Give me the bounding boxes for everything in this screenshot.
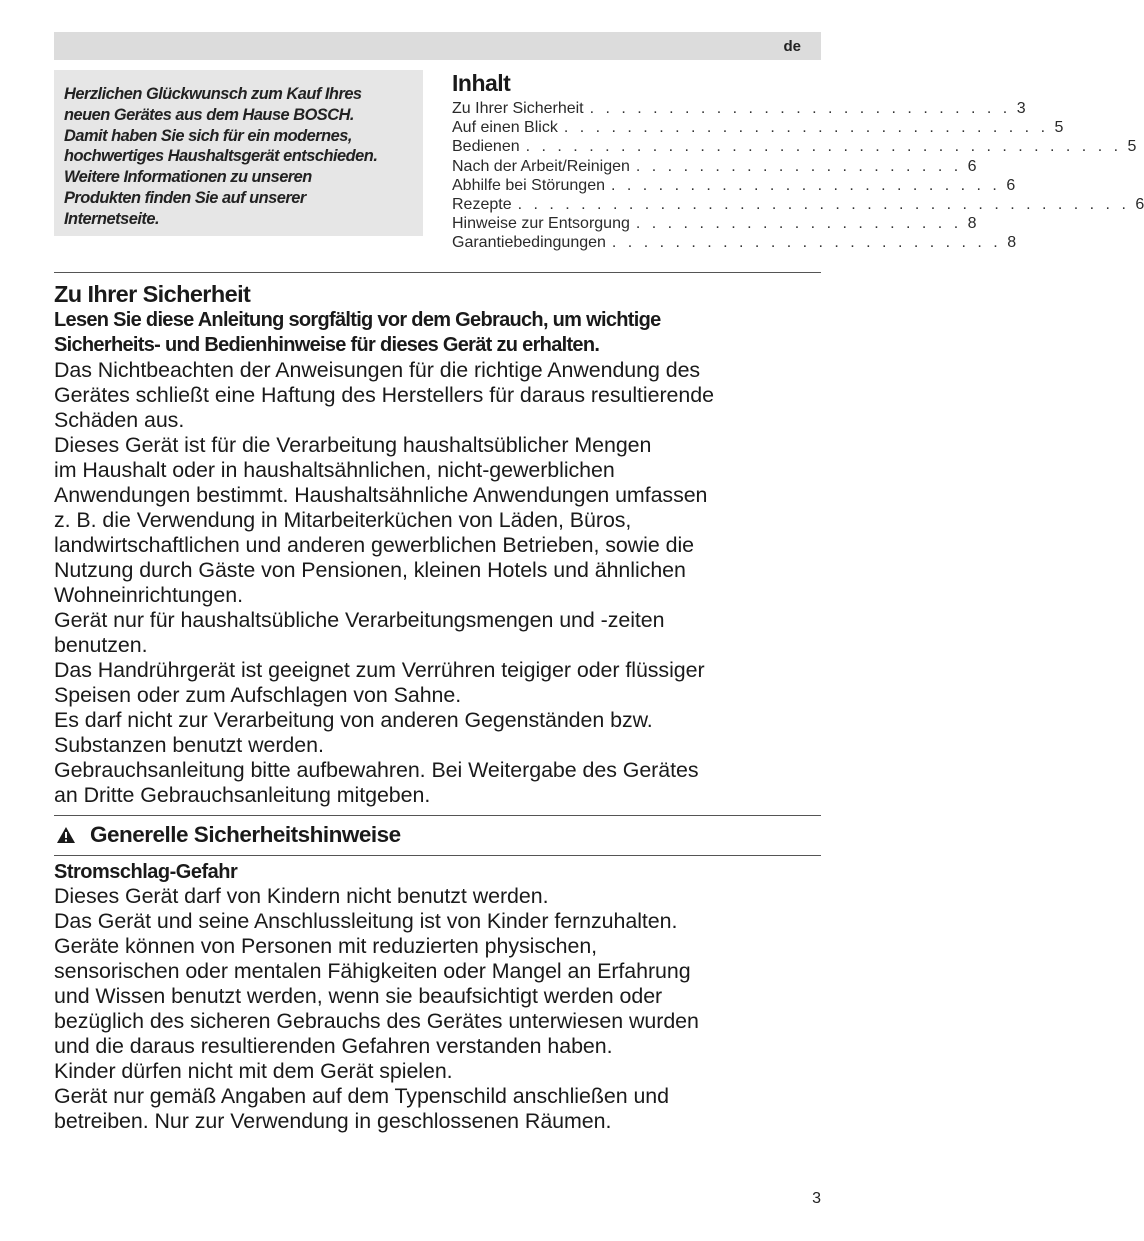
safety-body: Das Nichtbeachten der Anweisungen für die richtige Anwendung des Gerätes schließt eine Haftung des Herstellers für daraus resultierende Schäden aus. Dieses Gerät ist für die Verarbeitung haushaltsüblicher Mengen im Haushalt oder in haushaltsähnlichen, nicht-gewerblichen Anwendungen bestimmt. Haushaltsähnliche Anwendungen umfassen z. B. die Verwendung in Mitarbeiterküchen von Läden, Büros, landwirtschaftlichen und anderen gewerblichen Betrieben, sowie die Nutzung durch Gäste von Pensionen, kleinen Hotels und ähnlichen Wohneinrichtungen. Gerät nur für haushaltsübliche Verarbeitungsmengen und -zeiten benutzen. Das Handrührgerät ist geeignet zum Verrühren teigiger oder flüssiger Speisen oder zum Aufschlagen von Sahne. Es darf nicht zur Verarbeitung von anderen Gegenständen bzw. Substanzen benutzt werden. Gebrauchsanleitung bitte aufbewahren. Bei Weitergabe des Gerätes an Dritte Gebrauchsanleitung mitgeben. (54, 358, 714, 807)
toc-item-page: 6 (967, 157, 977, 175)
toc-leader-dots: . . . . . . . . . . . . . . . . . . . . . (635, 215, 962, 233)
toc-leader-dots: . . . . . . . . . . . . . . . . . . . . . . . . . . . . . . . . . . . . . . (525, 138, 1122, 156)
toc-leader-dots: . . . . . . . . . . . . . . . . . . . . . . . . . (611, 176, 1001, 194)
toc-item[interactable] (452, 99, 1026, 118)
safety-title: Zu Ihrer Sicherheit (54, 281, 251, 307)
safety-lead: Lesen Sie diese Anleitung sorgfältig vor dem Gebrauch, um wichtige Sicherheits- und Bedienhinweise für dieses Gerät zu erhalten. (54, 309, 661, 356)
toc-item-page: 8 (967, 215, 977, 233)
toc-item-page: 5 (1127, 138, 1137, 156)
general-safety-title: Generelle Sicherheitshinweise (90, 822, 401, 847)
toc-item-label: Nach der Arbeit/Reinigen (452, 157, 630, 175)
toc-item-page: 3 (1016, 100, 1026, 117)
page-number: 3 (812, 1190, 821, 1207)
toc-item-label: Abhilfe bei Störungen (452, 176, 605, 194)
toc-item[interactable] (452, 157, 977, 176)
section-divider (54, 272, 821, 273)
hazard-subtitle: Stromschlag-Gefahr (54, 861, 238, 883)
safety-section (54, 280, 824, 808)
toc-item[interactable] (452, 176, 1016, 195)
general-safety-section (54, 860, 824, 1134)
toc-item[interactable] (452, 195, 1144, 214)
toc-item-label: Auf einen Blick (452, 119, 558, 137)
intro-box (54, 70, 423, 236)
toc-item-label: Garantiebedingungen (452, 234, 606, 252)
warning-triangle-icon (56, 826, 76, 844)
section-divider (54, 855, 821, 856)
section-divider (54, 815, 821, 816)
toc-item-label: Hinweise zur Entsorgung (452, 215, 630, 233)
general-safety-heading (56, 822, 401, 848)
toc-item[interactable] (452, 118, 1064, 137)
intro-text: Herzlichen Glückwunsch zum Kauf Ihres neuen Gerätes aus dem Hause BOSCH. Damit haben Sie sich für ein modernes, hochwertiges Haushaltsgerät entschieden. Weitere Informationen zu unseren Produkten finden Sie auf unserer Internetseite. (64, 85, 378, 228)
toc-item-label: Rezepte (452, 196, 512, 214)
toc-item-page: 6 (1006, 176, 1016, 194)
toc-item-page: 8 (1007, 234, 1017, 252)
toc-leader-dots: . . . . . . . . . . . . . . . . . . . . . . . . . . . (589, 100, 1011, 117)
toc-title: Inhalt (452, 70, 511, 96)
table-of-contents (452, 70, 1144, 253)
toc-item[interactable] (452, 137, 1137, 156)
language-bar (54, 32, 821, 60)
toc-item-label: Bedienen (452, 138, 520, 156)
toc-item-label: Zu Ihrer Sicherheit (452, 100, 584, 117)
toc-leader-dots: . . . . . . . . . . . . . . . . . . . . . . . . . . . . . . . (563, 119, 1049, 137)
language-label: de (783, 38, 801, 55)
toc-leader-dots: . . . . . . . . . . . . . . . . . . . . . . . . . . . . . . . . . . . . . . . (517, 196, 1130, 214)
toc-leader-dots: . . . . . . . . . . . . . . . . . . . . . . . . . (611, 234, 1002, 252)
toc-item[interactable] (452, 233, 1017, 252)
toc-item[interactable] (452, 214, 977, 233)
general-safety-body: Dieses Gerät darf von Kindern nicht benutzt werden. Das Gerät und seine Anschlussleitung ist von Kinder fernzuhalten. Geräte können von Personen mit reduzierten physischen, sensorischen oder mentalen Fähigkeiten oder Mangel an Erfahrung und Wissen benutzt werden, wenn sie beaufsichtigt werden oder bezüglich des sicheren Gebrauchs des Gerätes unterwiesen wurden und die daraus resultierenden Gefahren verstanden haben. Kinder dürfen nicht mit dem Gerät spielen. Gerät nur gemäß Angaben auf dem Typenschild anschließen und betreiben. Nur zur Verwendung in geschlossenen Räumen. (54, 884, 699, 1133)
toc-item-page: 6 (1135, 196, 1144, 214)
toc-leader-dots: . . . . . . . . . . . . . . . . . . . . . (635, 157, 962, 175)
toc-item-page: 5 (1054, 119, 1064, 137)
